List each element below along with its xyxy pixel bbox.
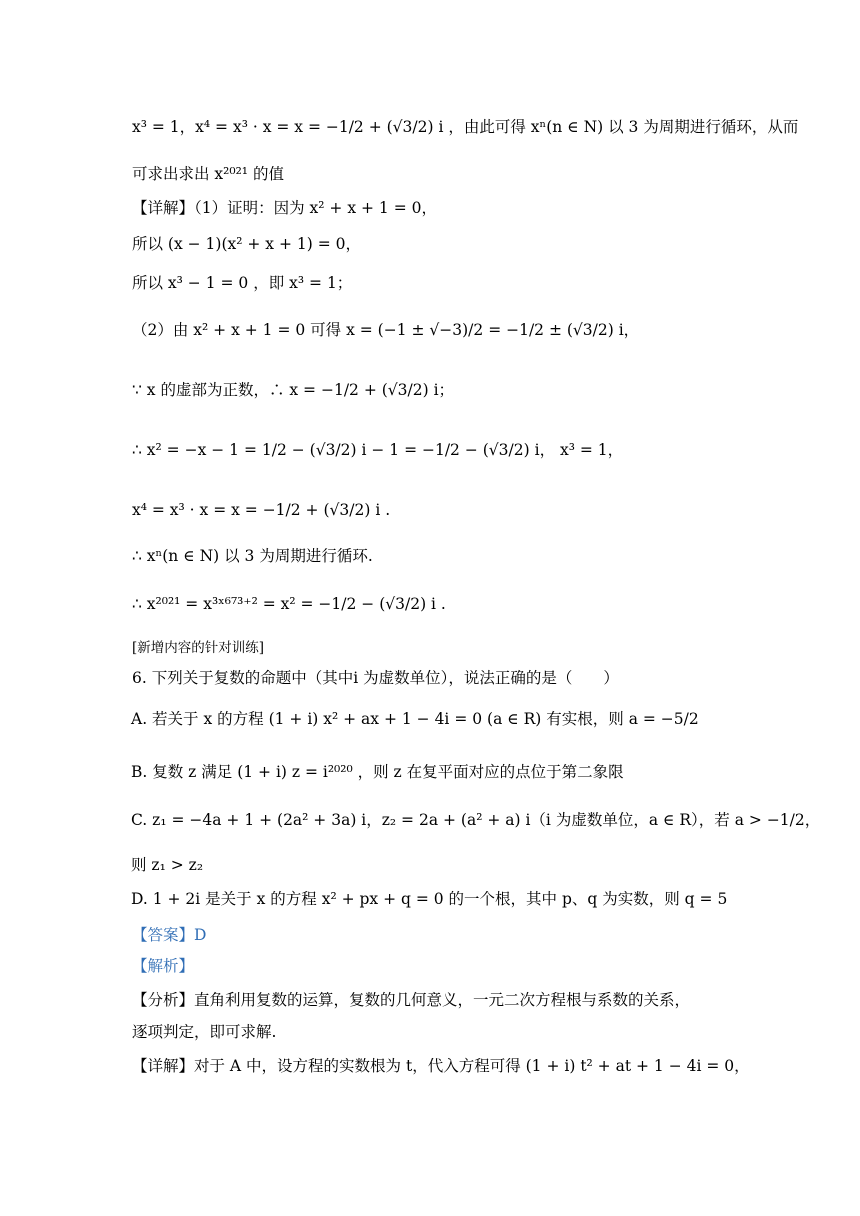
option-c: C. z₁ = −4a + 1 + (2a² + 3a) i，z₂ = 2a + (a² + a) i（i 为虚数单位，a ∈ R），若 a > −1/2，	[131, 811, 821, 829]
analysis-heading: 【解析】	[132, 957, 195, 975]
text-line: （2）由 x² + x + 1 = 0 可得 x = (−1 ± √−3)/2 = −1/2 ± (√3/2) i，	[132, 321, 640, 339]
text-line: 逐项判定，即可求解.	[132, 1023, 277, 1041]
option-c-cont: 则 z₁ > z₂	[131, 856, 204, 874]
text-line: ∵ x 的虚部为正数，∴ x = −1/2 + (√3/2) i；	[132, 381, 455, 399]
text-line: 所以 x³ − 1 = 0 ，即 x³ = 1；	[132, 274, 353, 292]
answer-label: 【答案】D	[132, 926, 207, 944]
text-line: ∴ x² = −x − 1 = 1/2 − (√3/2) i − 1 = −1/2 − (√3/2) i， x³ = 1，	[132, 441, 624, 459]
text-line: x³ = 1，x⁴ = x³ · x = x = −1/2 + (√3/2) i ，由此可得 xⁿ(n ∈ N) 以 3 为周期进行循环，从而	[132, 118, 799, 136]
option-d: D. 1 + 2i 是关于 x 的方程 x² + px + q = 0 的一个根，其中 p、q 为实数，则 q = 5	[131, 890, 728, 908]
text-line: 【分析】直角利用复数的运算，复数的几何意义，一元二次方程根与系数的关系，	[132, 991, 691, 1009]
text-line: 【详解】（1）证明：因为 x² + x + 1 = 0，	[132, 199, 437, 217]
section-note: [新增内容的针对训练]	[132, 640, 265, 656]
question-stem: 6. 下列关于复数的命题中（其中i 为虚数单位），说法正确的是（ ）	[132, 669, 619, 687]
text-line: 可求出求出 x²⁰²¹ 的值	[132, 165, 284, 183]
text-line: ∴ xⁿ(n ∈ N) 以 3 为周期进行循环.	[132, 547, 373, 565]
option-a: A. 若关于 x 的方程 (1 + i) x² + ax + 1 − 4i = 0 (a ∈ R) 有实根，则 a = −5/2	[131, 710, 699, 728]
text-line: 所以 (x − 1)(x² + x + 1) = 0，	[132, 235, 362, 253]
text-line: ∴ x²⁰²¹ = x³ˣ⁶⁷³⁺² = x² = −1/2 − (√3/2) i .	[132, 595, 446, 613]
text-line: 【详解】对于 A 中，设方程的实数根为 t，代入方程可得 (1 + i) t² + at + 1 − 4i = 0，	[132, 1057, 750, 1075]
option-b: B. 复数 z 满足 (1 + i) z = i²⁰²⁰ ，则 z 在复平面对应的点位于第二象限	[131, 763, 624, 781]
text-line: x⁴ = x³ · x = x = −1/2 + (√3/2) i .	[132, 501, 391, 519]
